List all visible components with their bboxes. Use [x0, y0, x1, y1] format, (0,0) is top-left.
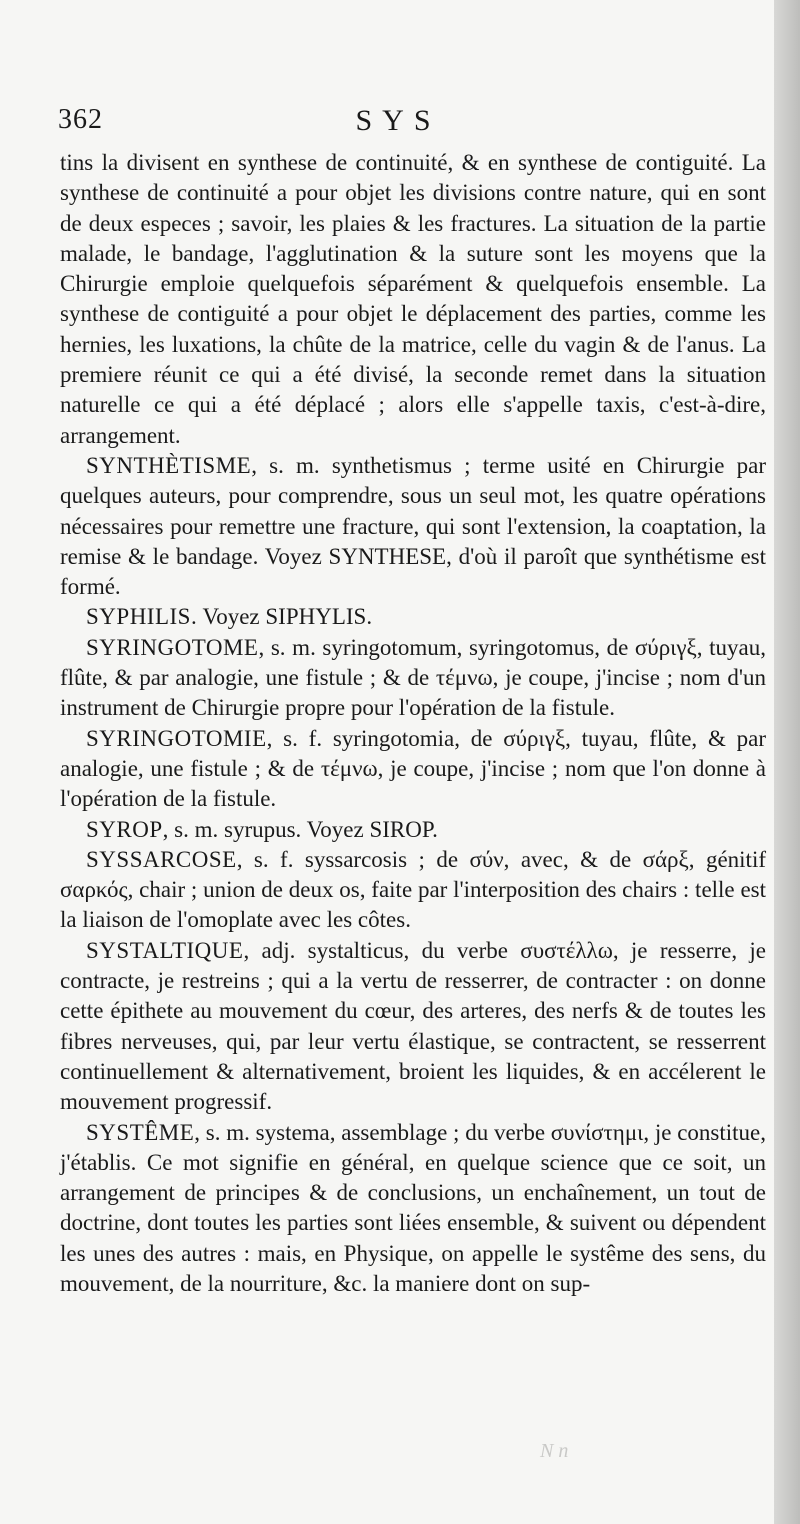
entry-text: , s. f. syringotomia, de σύριγξ, tuyau, flûte, & par analogie, une fistule ; & de τέμνω, je coupe, j'incise ; nom que l'on donne à l'opération de la fistule. [60, 725, 766, 812]
entry-syphilis [60, 602, 766, 632]
entry-headword: SYSTÊME [86, 1119, 195, 1145]
entry-syringotomie [60, 724, 766, 815]
entry-text: , s. f. syssarcosis ; de σύν, avec, & de σάρξ, génitif σαρκός, chair ; union de deux os, faite par l'interposition des chairs : telle est la liaison de l'omoplate avec les côtes. [60, 846, 766, 933]
entry-text: , s. m. syringotomum, syringotomus, de σύριγξ, tuyau, flûte, & par analogie, une fistule ; & de τέμνω, je coupe, j'incise ; nom d'un instrument de Chirurgie propre pour l'opération de la fistule. [60, 634, 766, 721]
entry-headword: SYSTALTIQUE [86, 937, 244, 963]
entry-syrop [60, 815, 766, 845]
entry-headword: SYNTHÈTISME [86, 452, 252, 478]
running-title: SYS [355, 104, 441, 137]
paragraph-synthese-continuation [60, 148, 766, 451]
entry-systaltique [60, 936, 766, 1118]
entry-text: Voyez SIPHYLIS. [197, 604, 373, 630]
entry-syringotome [60, 633, 766, 724]
entry-text: , s. m. synthetismus ; terme usité en Chirurgie par quelques auteurs, pour comprendre, sous un seul mot, les quatre opérations nécessaires pour remettre une fracture, qui sont l'extension, la coaptation, la remise & le bandage. Voyez SYNTHESE, d'où il paroît que synthétisme est formé. [60, 452, 766, 600]
entry-text: , s. m. systema, assemblage ; du verbe συνίστημι, je constitue, j'établis. Ce mot signifie en général, en quelque science que ce soit, un arrangement de principes & de conclusions, un enchaînement, un tout de doctrine, dont toutes les parties sont liées ensemble, & suivent ou dépendent les unes des autres : mais, en Physique, on appelle le systême des sens, du mouvement, de la nourriture, &c. la maniere dont on sup- [60, 1119, 766, 1296]
entry-text: , s. m. syrupus. Voyez SIROP. [162, 816, 438, 842]
page-number: 362 [58, 104, 103, 135]
entry-headword: SYPHILIS. [86, 604, 198, 630]
entry-headword: SYROP [86, 816, 163, 842]
entry-synthetisme [60, 451, 766, 602]
entry-headword: SYRINGOTOMIE [86, 725, 267, 751]
entry-systeme [60, 1118, 766, 1300]
page-gutter-shadow [774, 0, 800, 1524]
entry-headword: SYRINGOTOME [86, 634, 259, 660]
entry-text: , adj. systalticus, du verbe συστέλλω, je resserre, je contracte, je restreins ; qui a la vertu de resserrer, de contracter : on donne cette épithete au mouvement du cœur, des arteres, des nerfs & de toutes les fibres nerveuses, qui, par leur vertu élastique, se contractent, se resserrent continuellement & alternativement, broient les liquides, & en accélerent le mouvement progressif. [60, 937, 766, 1115]
paragraph-text: tins la divisent en synthese de continuité, & en synthese de contiguité. La synthese de continuité a pour objet les divisions contre nature, qui en sont de deux especes ; savoir, les plaies & les fractures. La situation de la partie malade, le bandage, l'agglutination & la suture sont les moyens que la Chirurgie emploie quelquefois séparément & quelquefois ensemble. La synthese de contiguité a pour objet le déplacement des parties, comme les hernies, les luxations, la chûte de la matrice, celle du vagin & de l'anus. La premiere réunit ce qui a été divisé, la seconde remet dans la situation naturelle ce qui a été déplacé ; alors elle s'appelle taxis, c'est-à-dire, arrangement. [60, 150, 766, 448]
entry-headword: SYSSARCOSE [86, 846, 237, 872]
entry-syssarcose [60, 845, 766, 936]
running-head [58, 104, 738, 144]
printer-signature-mark: N n [540, 1440, 569, 1462]
dictionary-text [60, 148, 766, 1299]
